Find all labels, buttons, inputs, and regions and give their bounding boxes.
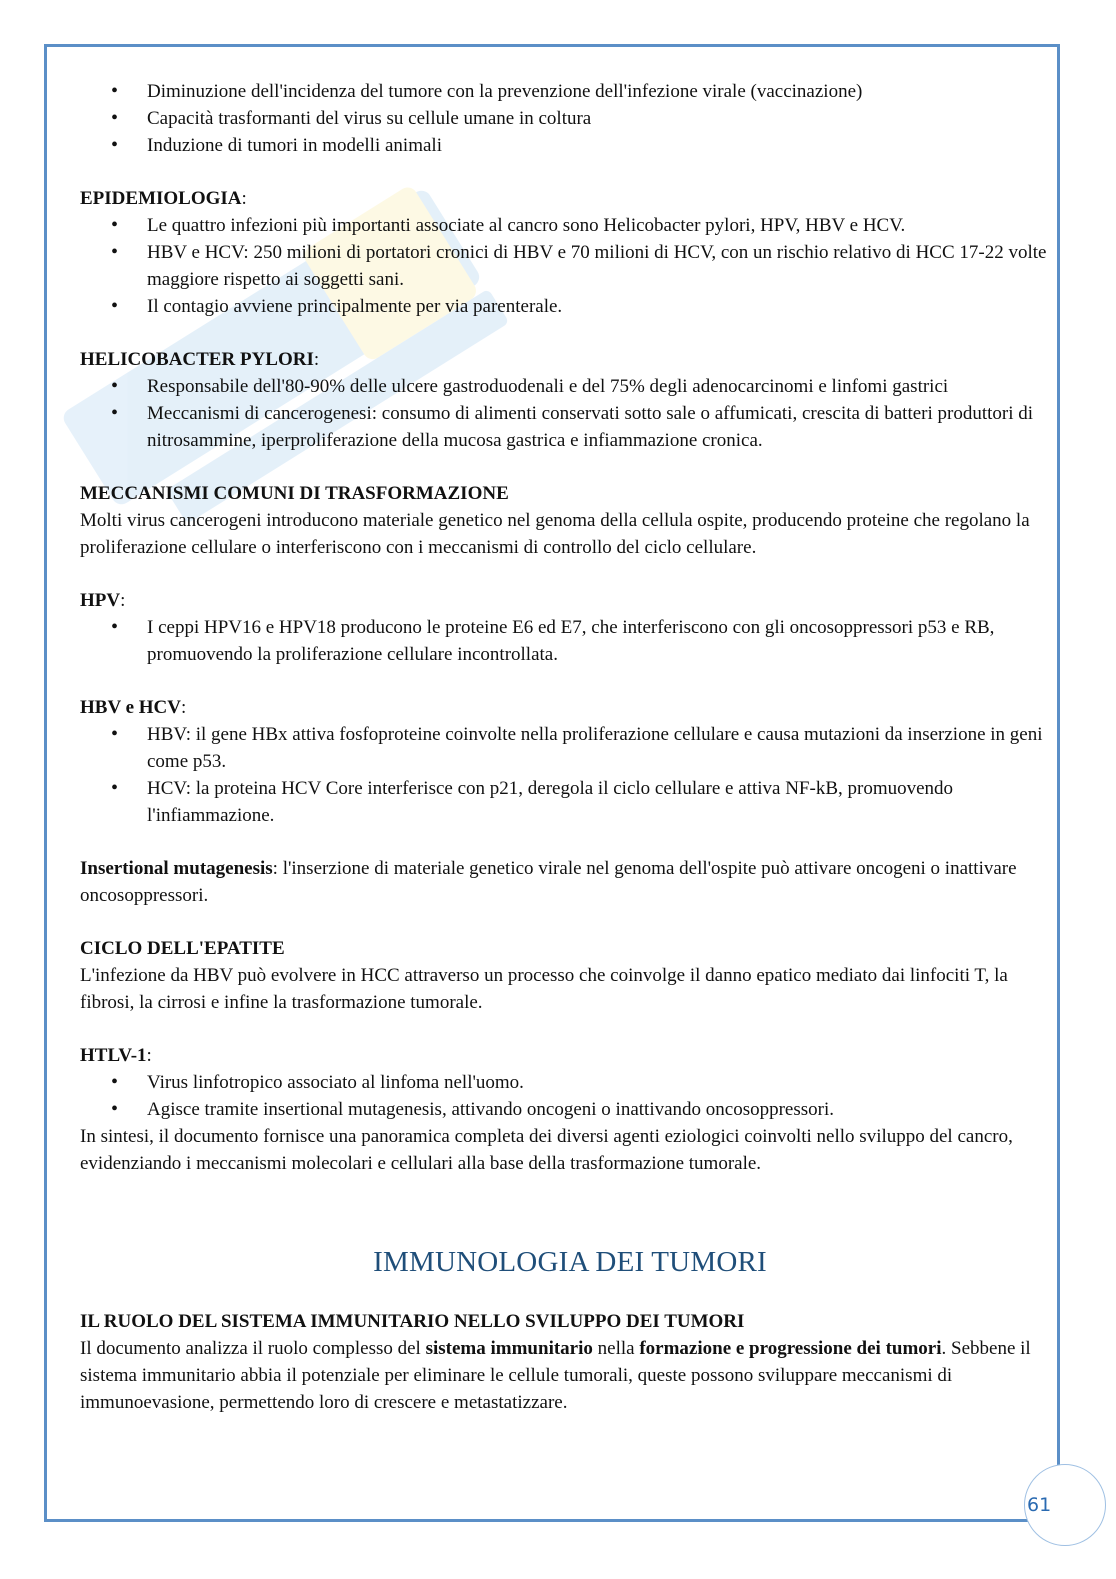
list-item: • Agisce tramite insertional mutagenesis, attivando oncogeni o inattivando oncosoppressori. <box>80 1096 1060 1123</box>
page-content <box>80 78 1060 1416</box>
summary-paragraph: In sintesi, il documento fornisce una panoramica completa dei diversi agenti eziologici coinvolti nello sviluppo del cancro, evidenziando i meccanismi molecolari e cellulari alla base della trasformazione tumorale. <box>80 1126 1013 1174</box>
section-heading: EPIDEMIOLOGIA: <box>80 188 247 209</box>
paragraph: Molti virus cancerogeni introducono materiale genetico nel genoma della cellula ospite, producendo proteine che regolano la proliferazione cellulare o interferiscono con i meccanismi di controllo del ciclo cellulare. <box>80 510 1030 558</box>
list-item: • HBV: il gene HBx attiva fosfoproteine coinvolte nella proliferazione cellulare e causa mutazioni da inserzione in geni come p53. <box>80 721 1060 775</box>
intro-bullet-list <box>80 78 1060 159</box>
list-item: • Le quattro infezioni più importanti associate al cancro sono Helicobacter pylori, HPV, HBV e HCV. <box>80 212 1060 239</box>
section-heading: IL RUOLO DEL SISTEMA IMMUNITARIO NELLO SVILUPPO DEI TUMORI <box>80 1311 745 1332</box>
paragraph: Il documento analizza il ruolo complesso del sistema immunitario nella formazione e progressione dei tumori. Sebbene il sistema immunitario abbia il potenziale per eliminare le cellule tumorali, queste possono sviluppare meccanismi di immunoevasione, permettendo loro di crescere e metastatizzare. <box>80 1338 1031 1413</box>
section-epidemiologia <box>80 185 1060 320</box>
section-heading: HBV e HCV: <box>80 697 187 718</box>
paragraph: L'infezione da HBV può evolvere in HCC attraverso un processo che coinvolge il danno epatico mediato dai linfociti T, la fibrosi, la cirrosi e infine la trasformazione tumorale. <box>80 965 1008 1013</box>
section-helicobacter <box>80 346 1060 454</box>
list-item: • HBV e HCV: 250 milioni di portatori cronici di HBV e 70 milioni di HCV, con un rischio relativo di HCC 17-22 volte maggiore rispetto ai soggetti sani. <box>80 239 1060 293</box>
section-htlv <box>80 1042 1060 1177</box>
list-item: • Diminuzione dell'incidenza del tumore con la prevenzione dell'infezione virale (vaccinazione) <box>80 78 1060 105</box>
section-heading: MECCANISMI COMUNI DI TRASFORMAZIONE <box>80 483 509 504</box>
bullet-list <box>80 721 1060 829</box>
section-heading: HELICOBACTER PYLORI: <box>80 349 320 370</box>
section-meccanismi <box>80 480 1060 561</box>
section-heading: HTLV-1: <box>80 1045 152 1066</box>
list-item: • Capacità trasformanti del virus su cellule umane in coltura <box>80 105 1060 132</box>
list-item: • Induzione di tumori in modelli animali <box>80 132 1060 159</box>
chapter-title: IMMUNOLOGIA DEI TUMORI <box>373 1246 767 1278</box>
section-hpv <box>80 587 1060 668</box>
list-item: • Responsabile dell'80-90% delle ulcere gastroduodenali e del 75% degli adenocarcinomi e linfomi gastrici <box>80 373 1060 400</box>
list-item: • I ceppi HPV16 e HPV18 producono le proteine E6 ed E7, che interferiscono con gli oncosoppressori p53 e RB, promuovendo la proliferazione cellulare incontrollata. <box>80 614 1060 668</box>
section-heading: CICLO DELL'EPATITE <box>80 938 285 959</box>
section-hbv-hcv <box>80 694 1060 829</box>
bullet-list <box>80 212 1060 320</box>
paragraph: Insertional mutagenesis: l'inserzione di materiale genetico virale nel genoma dell'ospite può attivare oncogeni o inattivare oncosoppressori. <box>80 858 1017 906</box>
bullet-list <box>80 614 1060 668</box>
list-item: • Il contagio avviene principalmente per via parenterale. <box>80 293 1060 320</box>
list-item: • Meccanismi di cancerogenesi: consumo di alimenti conservati sotto sale o affumicati, crescita di batteri produttori di nitrosammine, iperproliferazione della mucosa gastrica e infiammazione cronica. <box>80 400 1060 454</box>
section-ruolo <box>80 1308 1060 1416</box>
list-item: • Virus linfotropico associato al linfoma nell'uomo. <box>80 1069 1060 1096</box>
section-heading: HPV: <box>80 590 126 611</box>
list-item: • HCV: la proteina HCV Core interferisce con p21, deregola il ciclo cellulare e attiva NF-kB, promuovendo l'infiammazione. <box>80 775 1060 829</box>
section-insertional <box>80 855 1060 909</box>
bullet-list <box>80 373 1060 454</box>
section-ciclo <box>80 935 1060 1016</box>
bullet-list <box>80 1069 1060 1123</box>
page-number: 61 <box>1027 1494 1052 1516</box>
